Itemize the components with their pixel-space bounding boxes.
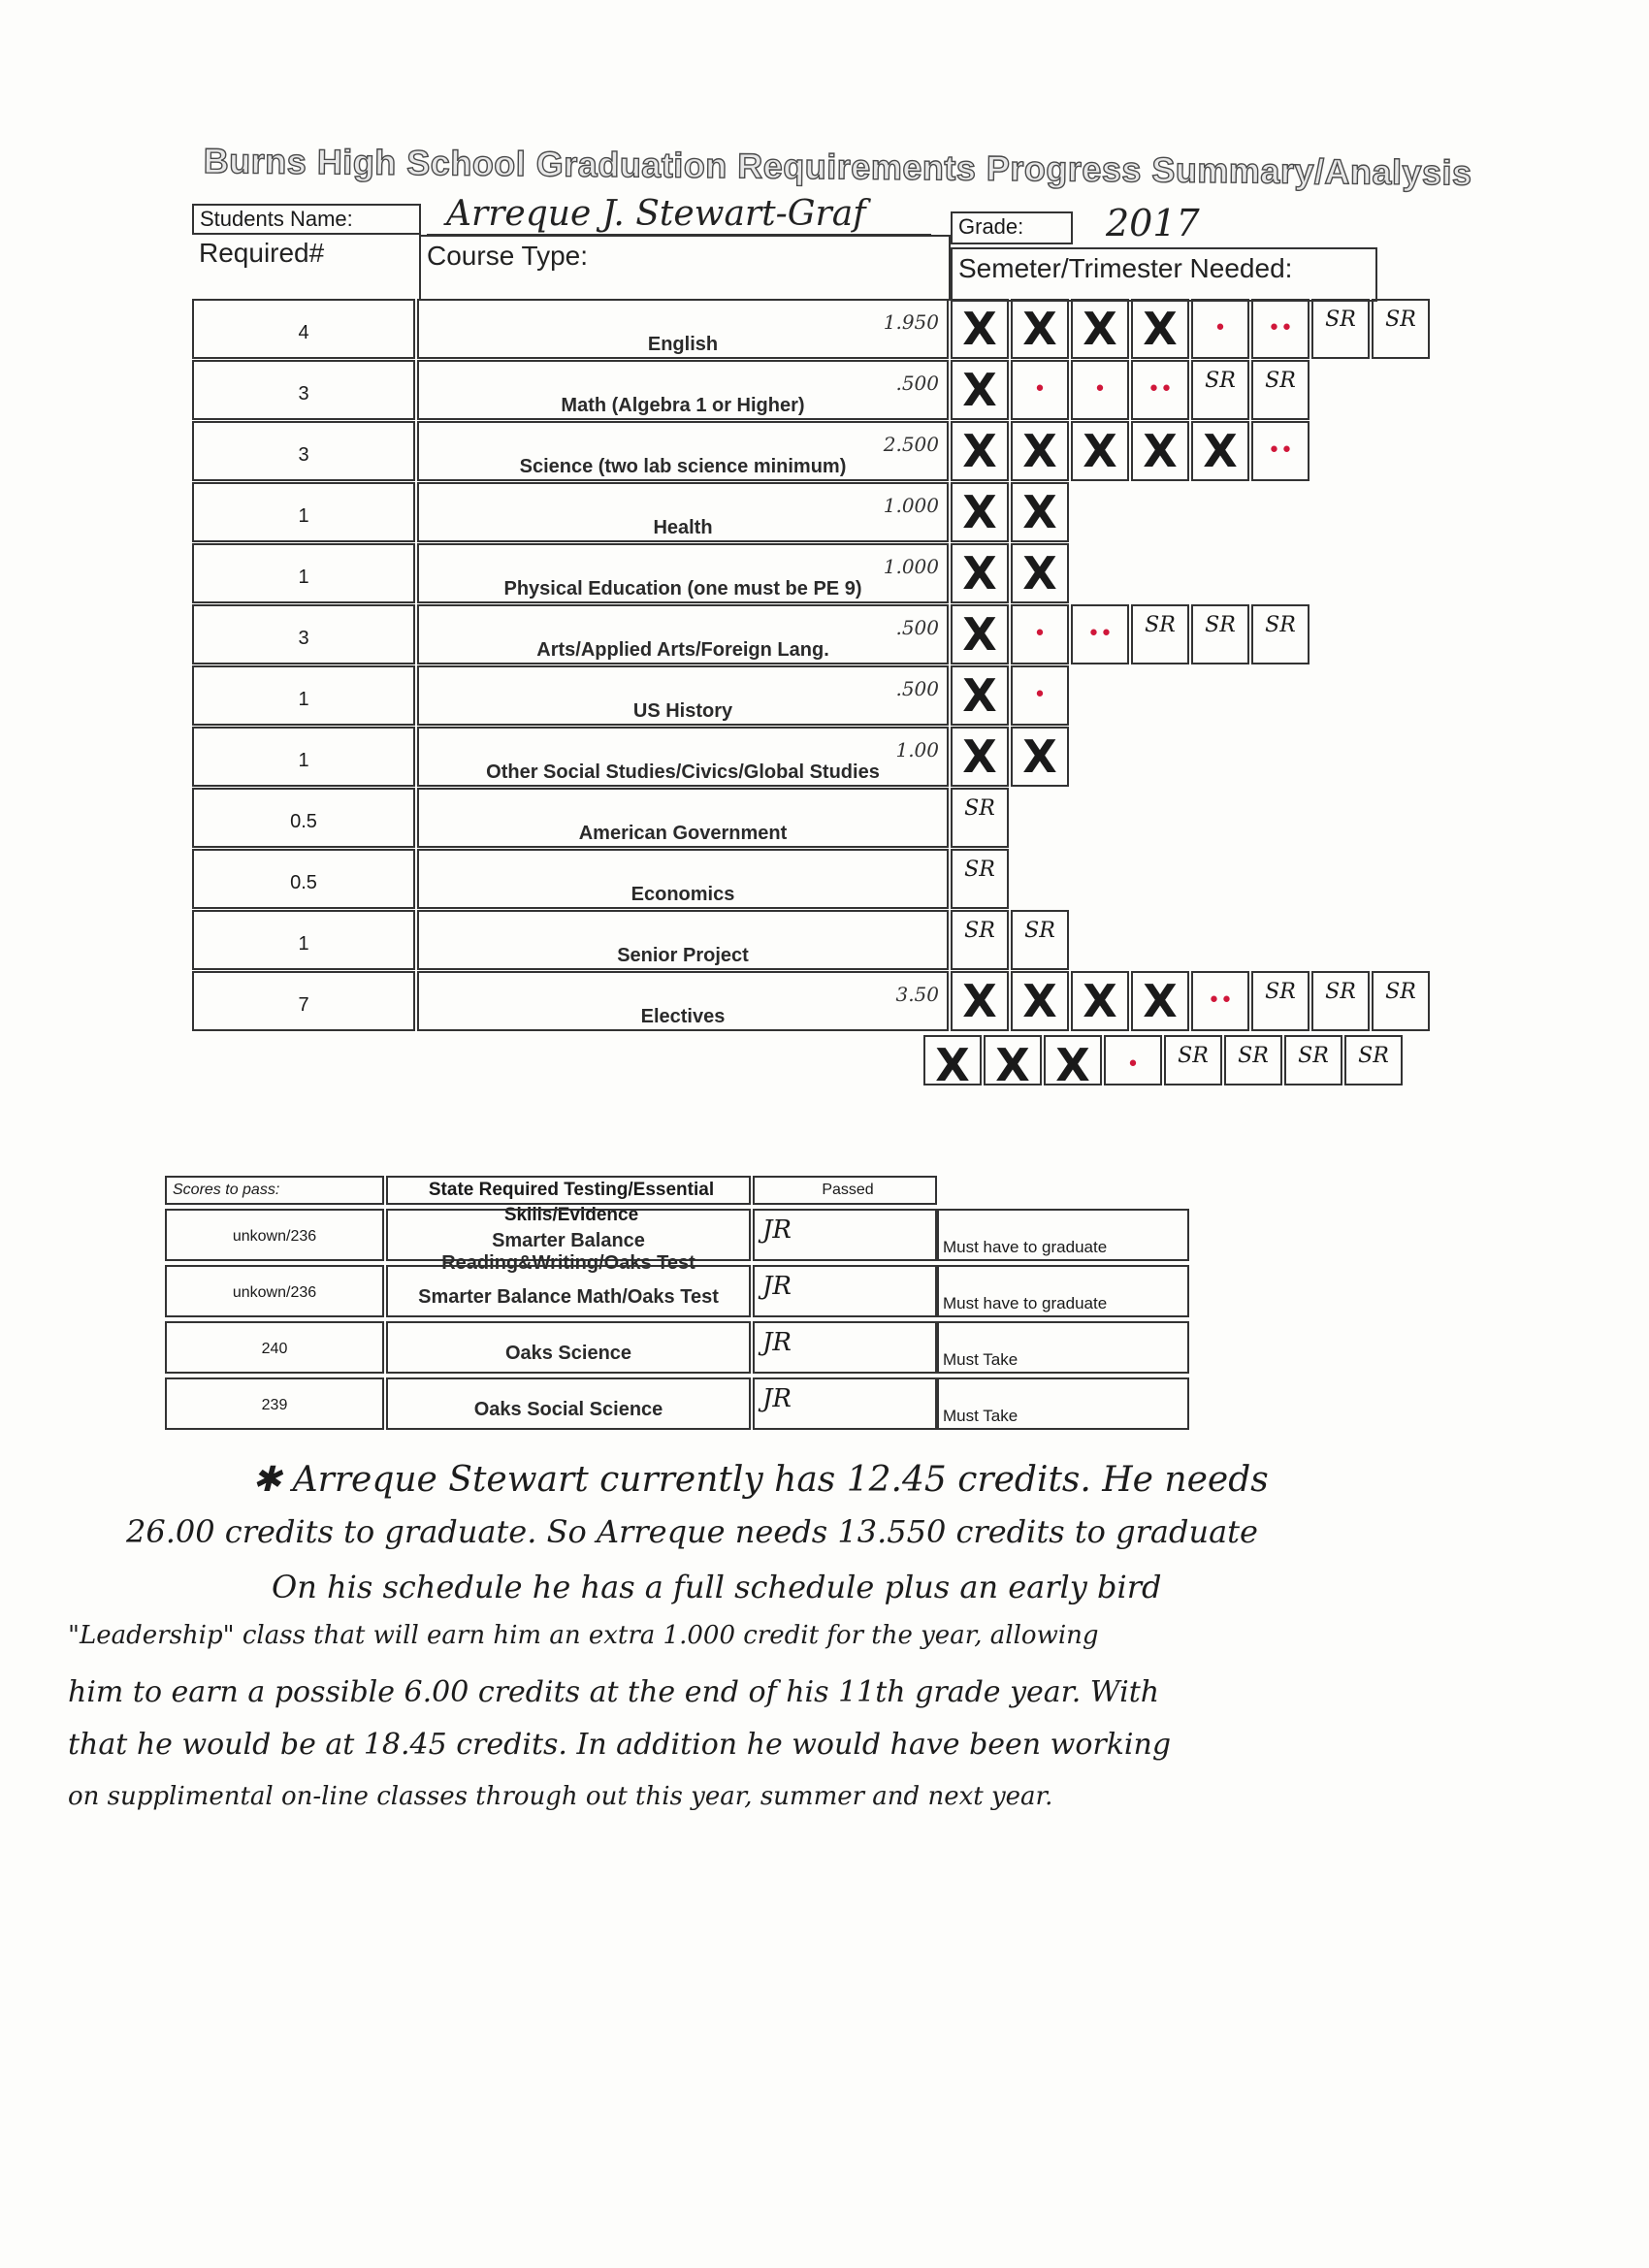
semester-box [1372, 299, 1430, 359]
test-note-cell [937, 1209, 1189, 1261]
course-type [417, 360, 949, 420]
course-name: Arts/Applied Arts/Foreign Lang. [536, 639, 829, 661]
credits-earned: 1.000 [883, 494, 939, 517]
requirement-row [192, 910, 1453, 970]
credits-earned: .500 [895, 616, 939, 639]
sr-mark: SR [1325, 980, 1356, 1004]
semester-box [1011, 482, 1069, 542]
red-dot-mark: • [1093, 377, 1107, 402]
checkmark-x-icon: X [1022, 486, 1057, 538]
course-type [417, 543, 949, 603]
sr-mark: SR [1298, 1044, 1329, 1068]
semester-box [951, 421, 1009, 481]
sr-mark: SR [964, 796, 995, 821]
semester-box [1311, 299, 1370, 359]
requirement-row [192, 849, 1453, 909]
requirement-row [192, 421, 1453, 481]
credits-earned: 3.50 [895, 983, 939, 1006]
checkmark-x-icon: X [962, 425, 997, 477]
sr-mark: SR [1238, 1044, 1269, 1068]
semester-box [1372, 971, 1430, 1031]
electives-extra-row [192, 1035, 1453, 1095]
sr-mark: SR [1325, 308, 1356, 332]
semester-box [951, 543, 1009, 603]
semester-box [1011, 604, 1069, 664]
credits-earned: 1.000 [883, 555, 939, 578]
credits-earned: 1.950 [883, 310, 939, 334]
semester-box [1071, 604, 1129, 664]
checkmark-x-icon: X [1143, 303, 1178, 355]
credits-earned: 2.500 [883, 433, 939, 456]
required-count: 4 [192, 299, 415, 359]
checkmark-x-icon: X [962, 547, 997, 599]
checkmark-x-icon: X [962, 730, 997, 783]
semester-box [951, 971, 1009, 1031]
semester-box [951, 604, 1009, 664]
checkmark-x-icon: X [1203, 425, 1238, 477]
course-name: Economics [630, 884, 735, 905]
course-name: Physical Education (one must be PE 9) [503, 578, 862, 599]
test-note: Must Take [943, 1407, 1018, 1425]
required-count: 3 [192, 421, 415, 481]
semester-box [1131, 299, 1189, 359]
test-note-cell [937, 1377, 1189, 1430]
red-dot-mark: •• [1268, 316, 1293, 340]
checkmark-x-icon: X [962, 608, 997, 661]
required-count: 1 [192, 910, 415, 970]
semester-box [1344, 1035, 1403, 1085]
passed-value: JR [762, 1384, 792, 1413]
semester-box [1251, 604, 1310, 664]
checkmark-x-icon: X [1083, 425, 1117, 477]
sr-mark: SR [1265, 613, 1296, 637]
required-count: 1 [192, 482, 415, 542]
sr-mark: SR [1385, 308, 1416, 332]
passed-value-cell [753, 1265, 937, 1317]
scores-label [165, 1176, 384, 1205]
sr-mark: SR [964, 919, 995, 943]
passed-value-cell [753, 1209, 937, 1261]
red-dot-mark: •• [1148, 377, 1173, 402]
semester-box [951, 482, 1009, 542]
semester-box [1071, 421, 1129, 481]
red-dot-mark: • [1033, 683, 1047, 707]
sr-mark: SR [1358, 1044, 1389, 1068]
sr-mark: SR [1145, 613, 1176, 637]
required-count: 7 [192, 971, 415, 1031]
checkmark-x-icon: X [1143, 425, 1178, 477]
checkmark-x-icon: X [1143, 975, 1178, 1027]
course-type [417, 910, 949, 970]
semester-box [1011, 727, 1069, 787]
course-name: Other Social Studies/Civics/Global Studies [486, 761, 880, 783]
checkmark-x-icon: X [962, 669, 997, 722]
semester-box [1191, 299, 1249, 359]
red-dot-mark: • [1033, 377, 1047, 402]
passed-label-text: Passed [822, 1182, 874, 1198]
checkmark-x-icon: X [962, 364, 997, 416]
test-note: Must have to graduate [943, 1294, 1108, 1312]
checkmark-x-icon: X [1022, 975, 1057, 1027]
checkmark-x-icon: X [962, 486, 997, 538]
checkmark-x-icon: X [1083, 303, 1117, 355]
testing-header-row [165, 1176, 1358, 1225]
course-name: Electives [640, 1006, 726, 1027]
scores-label-text: Scores to pass: [173, 1182, 280, 1198]
requirement-row [192, 360, 1453, 420]
course-type [417, 421, 949, 481]
note-line: that he would be at 18.45 credits. In addition he would have been working [68, 1728, 1172, 1762]
checkmark-x-icon: X [1055, 1039, 1090, 1091]
required-count: 1 [192, 727, 415, 787]
checkmark-x-icon: X [1022, 547, 1057, 599]
course-type [417, 299, 949, 359]
test-note: Must have to graduate [943, 1238, 1108, 1256]
test-name: Smarter Balance Reading&Writing/Oaks Test [441, 1230, 695, 1274]
required-count: 0.5 [192, 788, 415, 848]
test-note-cell [937, 1321, 1189, 1374]
test-name: Smarter Balance Math/Oaks Test [418, 1286, 719, 1308]
semester-box [1164, 1035, 1222, 1085]
course-type [417, 727, 949, 787]
testing-label-text: State Required Testing/Essential Skills/Evidence [428, 1180, 715, 1225]
semester-box [1131, 604, 1189, 664]
course-type-header [419, 235, 951, 301]
semester-box [1191, 360, 1249, 420]
semester-box [951, 849, 1009, 909]
testing-row [165, 1265, 1358, 1317]
semester-box [951, 910, 1009, 970]
passing-score-cell [165, 1377, 384, 1430]
semester-box [951, 299, 1009, 359]
course-name: American Government [578, 823, 788, 844]
semester-box [1191, 971, 1249, 1031]
semester-box [1011, 910, 1069, 970]
semester-box [1251, 971, 1310, 1031]
note-line: on supplimental on-line classes through out this year, summer and next year. [68, 1782, 1053, 1811]
course-type [417, 604, 949, 664]
course-type [417, 482, 949, 542]
course-name: Health [653, 517, 713, 538]
course-name: Science (two lab science minimum) [519, 456, 847, 477]
semester-box [1284, 1035, 1342, 1085]
required-count: 3 [192, 604, 415, 664]
course-type [417, 665, 949, 726]
requirement-row [192, 604, 1453, 664]
semester-box [1224, 1035, 1282, 1085]
passed-value-cell [753, 1321, 937, 1374]
semester-box [951, 788, 1009, 848]
semester-box [1251, 299, 1310, 359]
passed-value-cell [753, 1377, 937, 1430]
grade-value: 2017 [1106, 202, 1200, 244]
course-type [417, 849, 949, 909]
red-dot-mark: • [1126, 1053, 1140, 1077]
sr-mark: SR [964, 858, 995, 882]
semester-box [1011, 299, 1069, 359]
checkmark-x-icon: X [1022, 425, 1057, 477]
testing-row [165, 1321, 1358, 1374]
semester-box [1104, 1035, 1162, 1085]
requirement-row [192, 665, 1453, 726]
semester-box [1131, 360, 1189, 420]
semester-box [1131, 971, 1189, 1031]
students-name-label: Students Name: [192, 204, 421, 235]
passing-score-cell [165, 1321, 384, 1374]
semester-box [1011, 971, 1069, 1031]
credits-earned: .500 [895, 677, 939, 700]
note-line: ✱ Arreque Stewart currently has 12.45 credits. He needs [252, 1460, 1269, 1500]
page-title: Burns High School Graduation Requirements Progress Summary/Analysis [203, 141, 1472, 193]
checkmark-x-icon: X [962, 303, 997, 355]
requirement-row [192, 299, 1453, 359]
requirement-row [192, 543, 1453, 603]
course-name: Senior Project [617, 945, 749, 966]
semester-box [923, 1035, 982, 1091]
course-name: Math (Algebra 1 or Higher) [561, 395, 805, 416]
checkmark-x-icon: X [935, 1039, 970, 1091]
student-name: Arreque J. Stewart-Graf [446, 194, 866, 234]
requirement-row [192, 727, 1453, 787]
credits-earned: .500 [895, 372, 939, 395]
passed-value: JR [762, 1328, 792, 1357]
red-dot-mark: •• [1208, 988, 1233, 1013]
required-count: 1 [192, 543, 415, 603]
semester-box [951, 360, 1009, 420]
sr-mark: SR [1024, 919, 1055, 943]
passing-score-cell [165, 1265, 384, 1317]
sr-mark: SR [1385, 980, 1416, 1004]
red-dot-mark: • [1033, 622, 1047, 646]
required-label: Required# [199, 238, 325, 268]
testing-label [386, 1176, 751, 1225]
course-type-label: Course Type: [427, 241, 589, 271]
passing-score: unkown/236 [232, 1284, 317, 1301]
required-count: 3 [192, 360, 415, 420]
testing-row [165, 1209, 1358, 1274]
semester-box [1251, 421, 1310, 481]
course-name: US History [632, 700, 733, 722]
semester-label: Semeter/Trimester Needed: [958, 253, 1293, 283]
test-name: Oaks Social Science [473, 1399, 663, 1420]
sr-mark: SR [1178, 1044, 1209, 1068]
test-name-cell [386, 1377, 751, 1430]
semester-box [1044, 1035, 1102, 1091]
semester-box [1311, 971, 1370, 1031]
semester-box [951, 665, 1009, 726]
semester-box [1011, 543, 1069, 603]
course-type [417, 971, 949, 1031]
grade-label: Grade: [951, 211, 1073, 244]
test-name-cell [386, 1209, 751, 1274]
red-dot-mark: • [1213, 316, 1227, 340]
passing-score-cell [165, 1209, 384, 1261]
course-name: English [647, 334, 719, 355]
semester-header [951, 247, 1377, 302]
checkmark-x-icon: X [995, 1039, 1030, 1091]
test-note-cell [937, 1265, 1189, 1317]
semester-box [1131, 421, 1189, 481]
semester-box [1191, 421, 1249, 481]
sr-mark: SR [1265, 369, 1296, 393]
course-type [417, 788, 949, 848]
required-count: 1 [192, 665, 415, 726]
note-line: "Leadership" class that will earn him an extra 1.000 credit for the year, allowing [68, 1621, 1099, 1650]
test-name: Oaks Science [504, 1343, 632, 1364]
semester-box [1071, 299, 1129, 359]
passing-score: 240 [261, 1341, 288, 1357]
semester-box [1251, 360, 1310, 420]
semester-box [984, 1035, 1042, 1091]
semester-box [1011, 360, 1069, 420]
checkmark-x-icon: X [1022, 303, 1057, 355]
test-name-cell [386, 1265, 751, 1317]
semester-box [1191, 604, 1249, 664]
requirement-row [192, 971, 1453, 1031]
requirement-row [192, 788, 1453, 848]
checkmark-x-icon: X [1022, 730, 1057, 783]
passed-value: JR [762, 1272, 792, 1301]
sr-mark: SR [1205, 613, 1236, 637]
checkmark-x-icon: X [962, 975, 997, 1027]
note-line: him to earn a possible 6.00 credits at the end of his 11th grade year. With [68, 1675, 1160, 1709]
passed-value: JR [762, 1215, 792, 1245]
sr-mark: SR [1265, 980, 1296, 1004]
semester-box [1011, 665, 1069, 726]
checkmark-x-icon: X [1083, 975, 1117, 1027]
note-line: 26.00 credits to graduate. So Arreque needs 13.550 credits to graduate [126, 1513, 1258, 1550]
sr-mark: SR [1205, 369, 1236, 393]
test-name-cell [386, 1321, 751, 1374]
semester-box [1011, 421, 1069, 481]
red-dot-mark: •• [1087, 622, 1113, 646]
note-line: On his schedule he has a full schedule plus an early bird [272, 1569, 1162, 1605]
semester-box [1071, 971, 1129, 1031]
required-count: 0.5 [192, 849, 415, 909]
requirement-row [192, 482, 1453, 542]
semester-box [951, 727, 1009, 787]
passed-label [753, 1176, 937, 1205]
passing-score: unkown/236 [232, 1228, 317, 1245]
testing-row [165, 1377, 1358, 1430]
credits-earned: 1.00 [895, 738, 939, 761]
semester-box [1071, 360, 1129, 420]
passing-score: 239 [261, 1397, 288, 1413]
test-note: Must Take [943, 1350, 1018, 1369]
red-dot-mark: •• [1268, 438, 1293, 463]
